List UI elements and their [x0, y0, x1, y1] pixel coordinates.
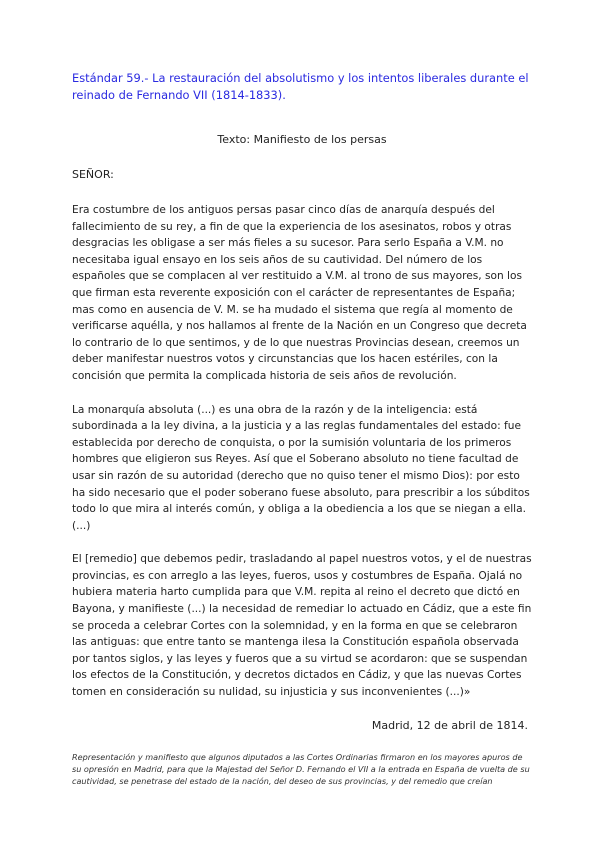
document-page — [72, 70, 532, 787]
document-title: Estándar 59.- La restauración del absolutismo y los intentos liberales durante el reinado de Fernando VII (1814-1833). — [72, 71, 529, 102]
salutation: SEÑOR: — [72, 168, 114, 181]
paragraph-3: El [remedio] que debemos pedir, trasladando al papel nuestros votos, y el de nuestras provincias, es con arreglo a las leyes, fueros, usos y costumbres de España. Ojalá no hubiera materia harto cumplida para que V.M. repita al reino el decreto que dictó en Bayona, y manifieste (...) la necesidad de remediar lo actuado en Cádiz, que a este fin se proceda a celebrar Cortes con la solemnidad, y en la forma en que se celebraron las antiguas: que entre tanto se mantenga ilesa la Constitución española observada por tantos siglos, y las leyes y fueros que a su virtud se acordaron: que se suspendan los efectos de la Constitución, y decretos dictados en Cádiz, y que las nuevas Cortes tomen en consideración su nulidad, su injusticia y sus inconvenientes (...)» — [72, 553, 532, 699]
footnote: Representación y manifiesto que algunos diputados a las Cortes Ordinarias firmaron en los mayores apuros de su opresión en Madrid, para que la Majestad del Señor D. Fernando el VII a la entrada en España de vuelta de su cautividad, se penetrase del estado de la nación, del deseo de sus provincias, y del remedio que creían — [72, 751, 530, 787]
document-subtitle: Texto: Manifiesto de los persas — [217, 133, 387, 146]
paragraph-2: La monarquía absoluta (...) es una obra de la razón y de la inteligencia: está subordinada a la ley divina, a la justicia y a las reglas fundamentales del estado: fue establecida por derecho de conquista, o por la sumisión voluntaria de los primeros hombres que eligieron sus Reyes. Así que el Soberano absoluto no tiene facultad de usar sin razón de su autoridad (derecho que no quiso tener el mismo Dios): por esto ha sido necesario que el poder soberano fuese absoluto, para prescribir a los súbditos todo lo que mira al interés común, y obliga a la obediencia a los que se niegan a ella. (...) — [72, 403, 530, 532]
paragraph-1: Era costumbre de los antiguos persas pasar cinco días de anarquía después del fallecimiento de su rey, a fin de que la experiencia de los asesinatos, robos y otras desgracias les obligase a ser más fieles a su sucesor. Para serlo España a V.M. no necesitaba igual ensayo en los seis años de su cautividad. Del número de los españoles que se complacen al ver restituido a V.M. al trono de sus mayores, son los que firman esta reverente exposición con el carácter de representantes de España; mas como en ausencia de V. M. se ha mudado el sistema que regía al momento de verificarse aquélla, y nos hallamos al frente de la Nación en un Congreso que decreta lo contrario de lo que sentimos, y de lo que nuestras Provincias desean, creemos un deber manifestar nuestros votos y circunstancias que los hacen estériles, con la concisión que permita la complicada historia de seis años de revolución. — [72, 204, 527, 382]
signature-date: Madrid, 12 de abril de 1814. — [371, 718, 528, 732]
